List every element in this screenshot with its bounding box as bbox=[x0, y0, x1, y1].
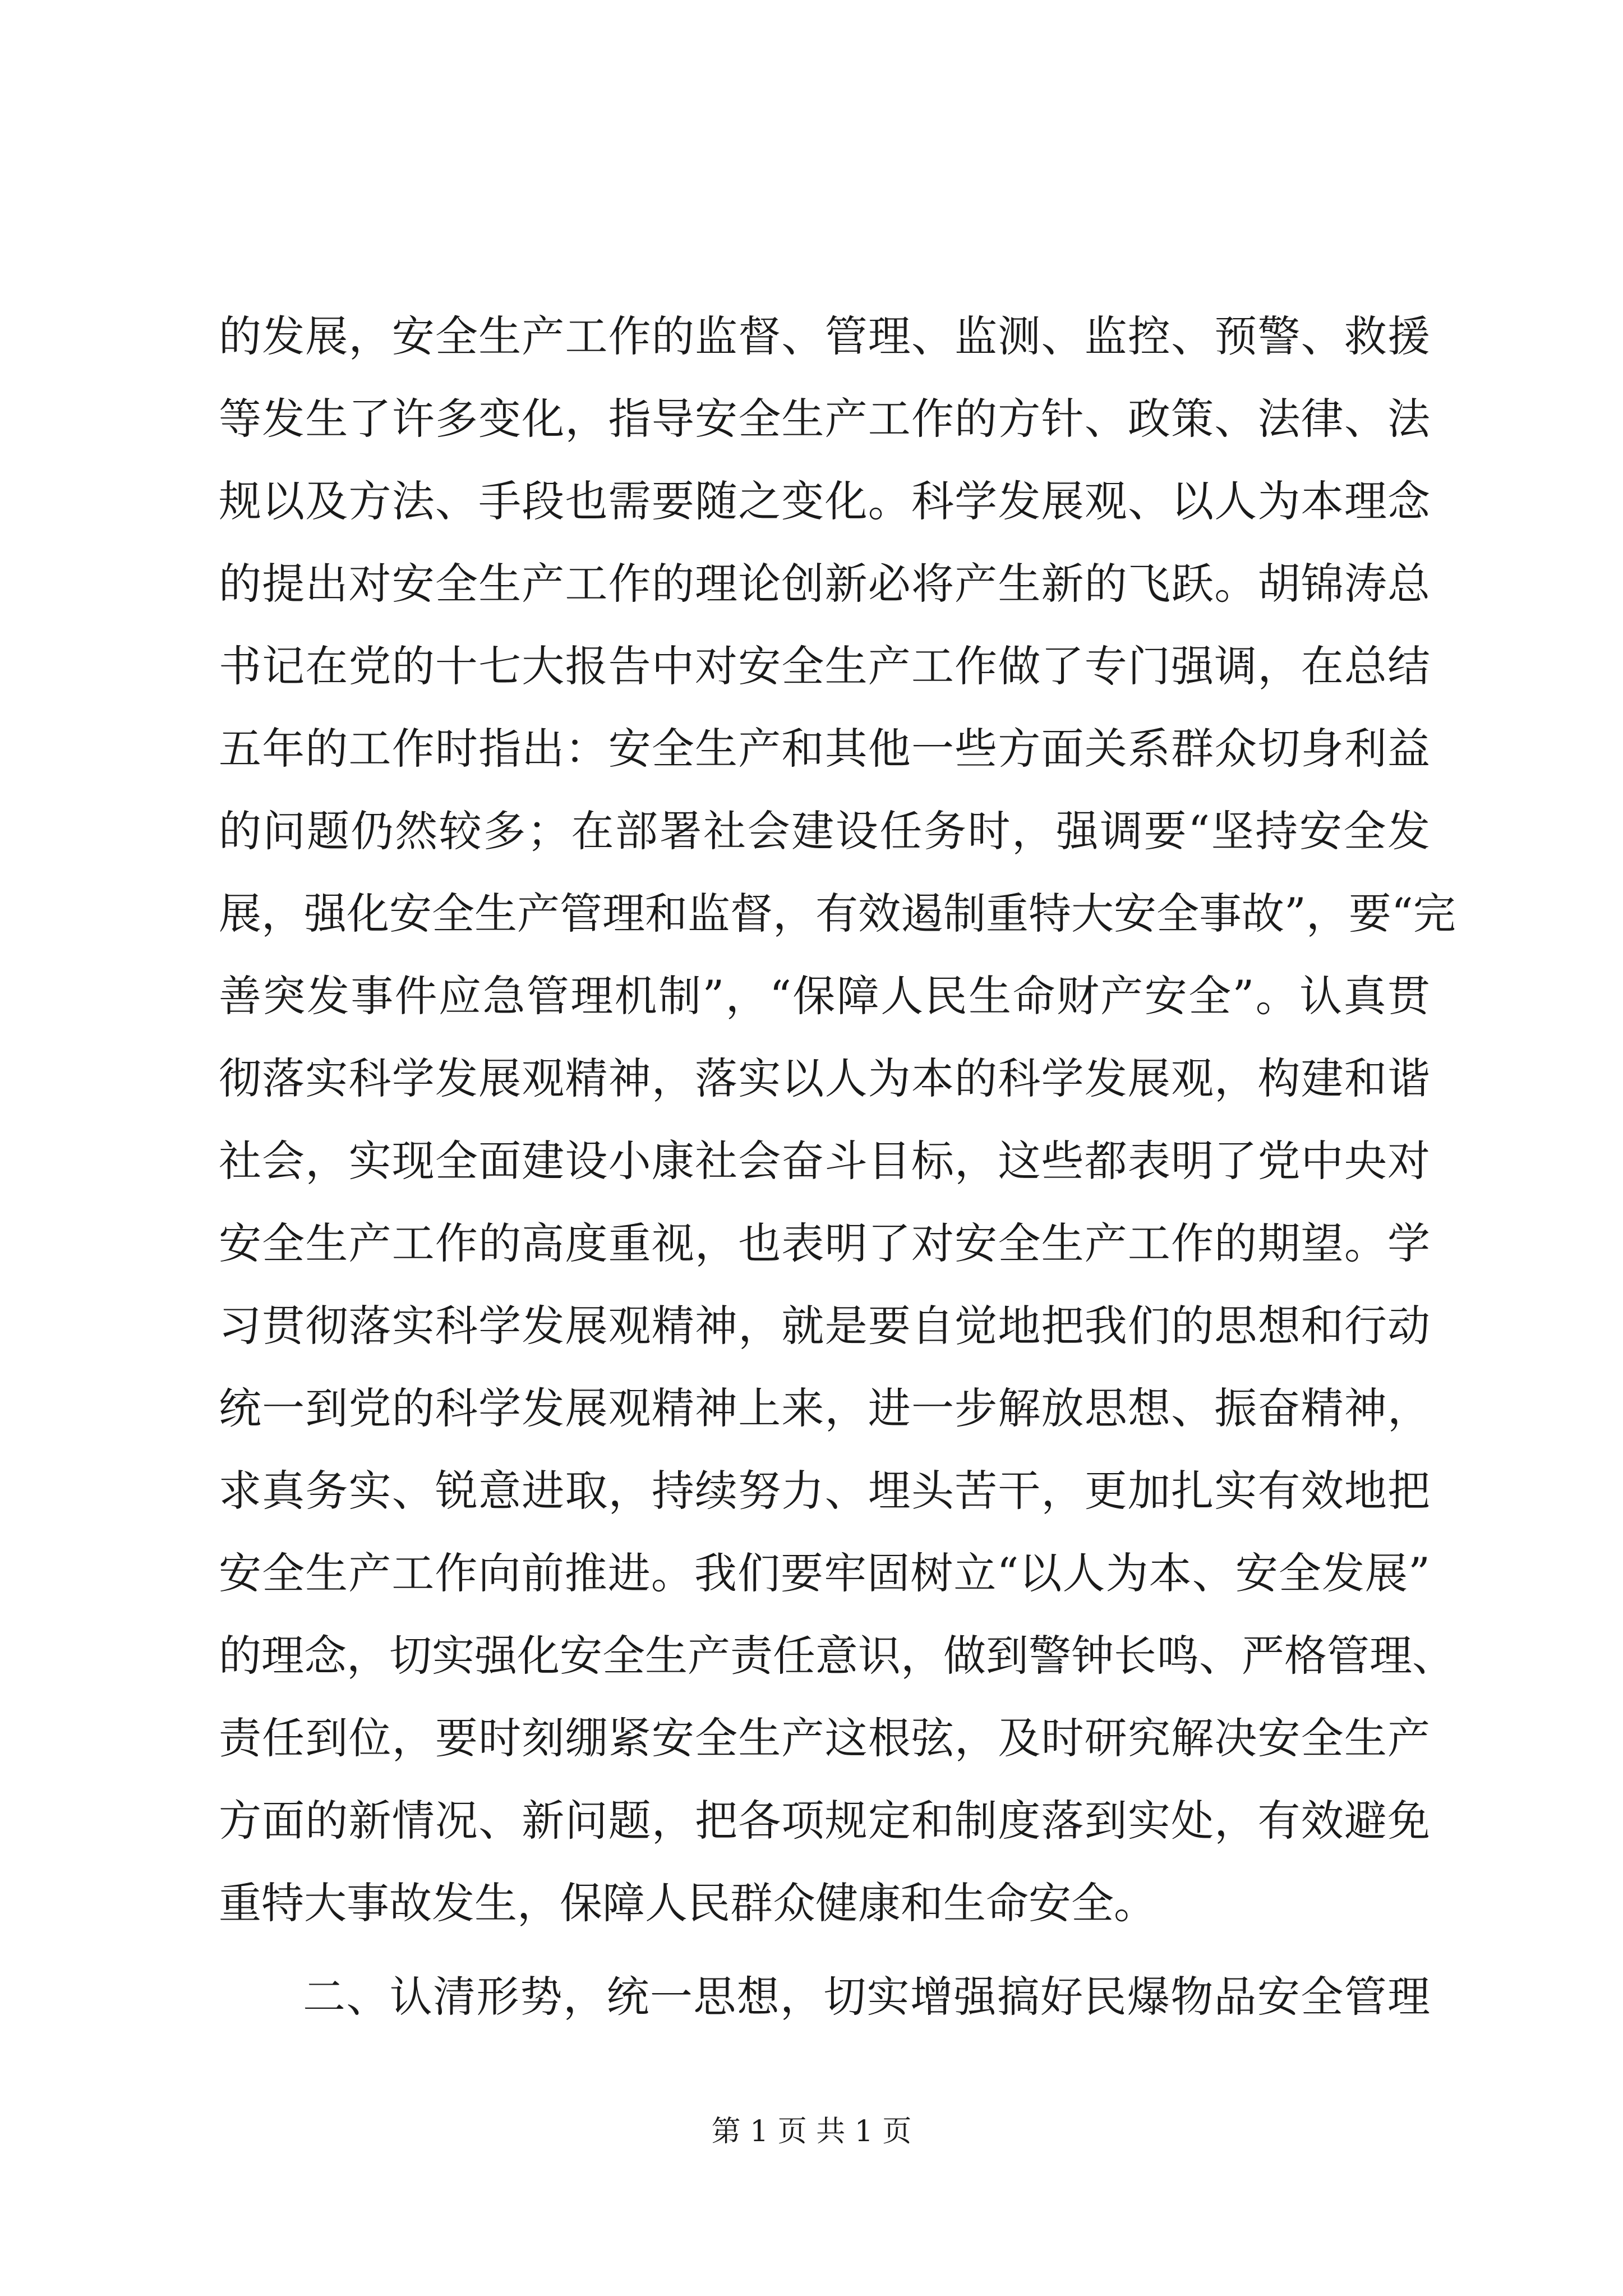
text-line: 安全生产工作的高度重视，也表明了对安全生产工作的期望。学 bbox=[219, 1218, 1430, 1268]
text-line: 规以及方法、手段也需要随之变化。科学发展观、以人为本理念 bbox=[219, 476, 1430, 526]
text-line: 的发展，安全生产工作的监督、管理、监测、监控、预警、救援 bbox=[219, 311, 1430, 361]
text-line: 重特大事故发生，保障人民群众健康和生命安全。 bbox=[219, 1878, 1156, 1928]
text-line: 社会，实现全面建设小康社会奋斗目标，这些都表明了党中央对 bbox=[219, 1136, 1430, 1186]
page-footer: 第 1 页 共 1 页 bbox=[711, 2115, 912, 2148]
text-line: 的理念，切实强化安全生产责任意识，做到警钟长鸣、严格管理、 bbox=[219, 1631, 1455, 1681]
text-line: 方面的新情况、新问题，把各项规定和制度落到实处，有效避免 bbox=[219, 1796, 1430, 1846]
text-line: 统一到党的科学发展观精神上来，进一步解放思想、振奋精神， bbox=[219, 1383, 1430, 1433]
text-line: 责任到位，要时刻绷紧安全生产这根弦，及时研究解决安全生产 bbox=[219, 1713, 1430, 1763]
text-line: 的问题仍然较多；在部署社会建设任务时，强调要“坚持安全发 bbox=[219, 806, 1430, 856]
text-line: 安全生产工作向前推进。我们要牢固树立“以人为本、安全发展” bbox=[219, 1548, 1430, 1598]
section-heading: 二、认清形势，统一思想，切实增强搞好民爆物品安全管理 bbox=[303, 1972, 1430, 2022]
text-line: 等发生了许多变化，指导安全生产工作的方针、政策、法律、法 bbox=[219, 394, 1430, 444]
text-line: 五年的工作时指出：安全生产和其他一些方面关系群众切身利益 bbox=[219, 724, 1430, 774]
text-line: 习贯彻落实科学发展观精神，就是要自觉地把我们的思想和行动 bbox=[219, 1301, 1430, 1351]
text-line: 求真务实、锐意进取，持续努力、埋头苦干，更加扎实有效地把 bbox=[219, 1466, 1430, 1516]
text-line: 展，强化安全生产管理和监督，有效遏制重特大安全事故”，要“完 bbox=[219, 889, 1456, 938]
text-line: 彻落实科学发展观精神，落实以人为本的科学发展观，构建和谐 bbox=[219, 1053, 1430, 1103]
text-line: 书记在党的十七大报告中对安全生产工作做了专门强调，在总结 bbox=[219, 641, 1430, 691]
text-line: 的提出对安全生产工作的理论创新必将产生新的飞跃。胡锦涛总 bbox=[219, 559, 1430, 609]
text-line: 善突发事件应急管理机制”，“保障人民生命财产安全”。认真贯 bbox=[219, 971, 1430, 1021]
